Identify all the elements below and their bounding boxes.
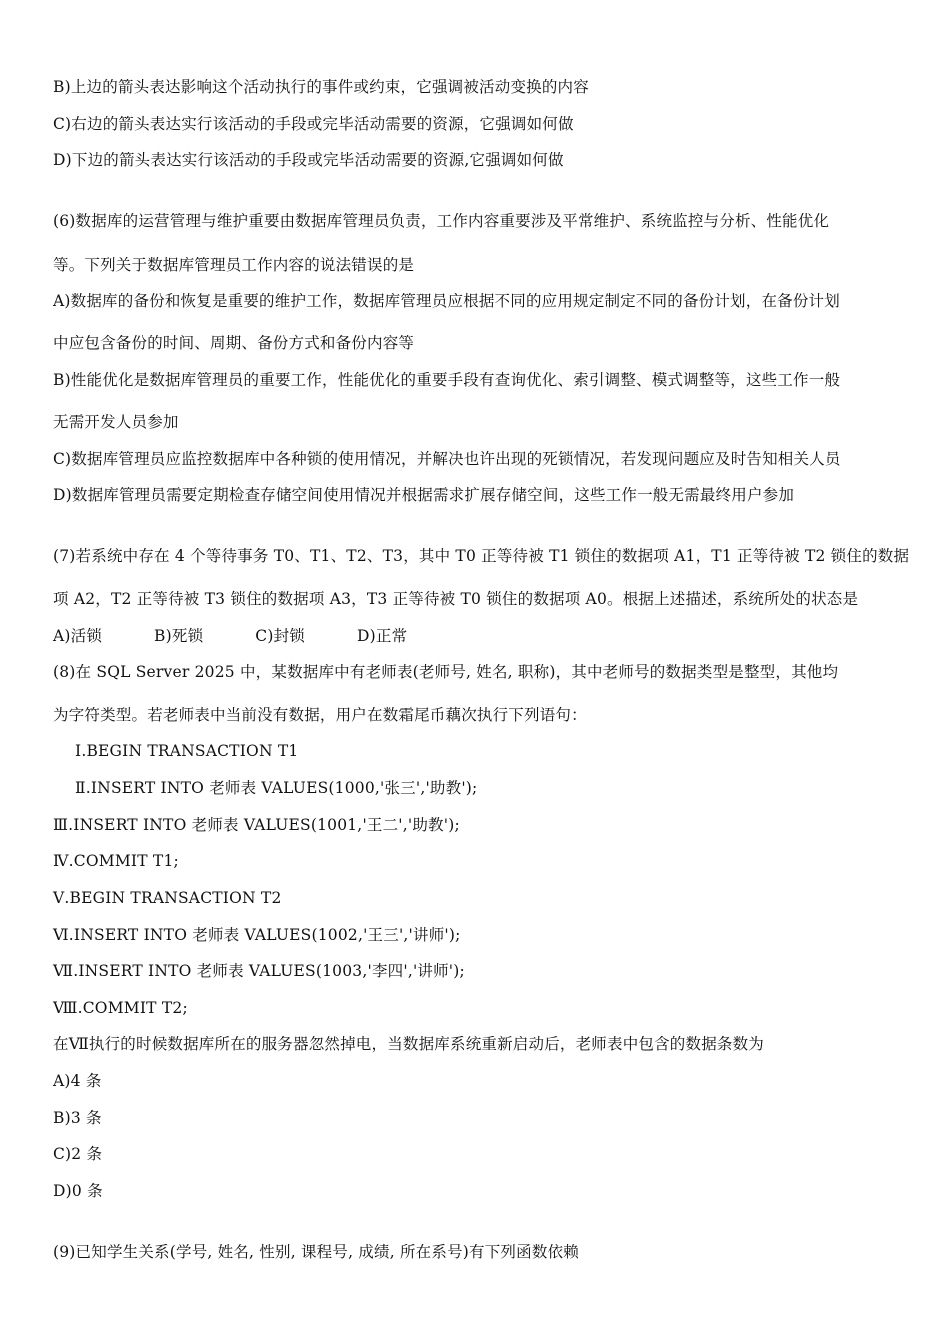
q6-option-a-line1: A)数据库的备份和恢复是重要的维护工作，数据库管理员应根据不同的应用规定制定不同的备份计划，在备份计划 xyxy=(53,292,840,310)
q8-statement-6: Ⅵ.INSERT INTO 老师表 VALUES(1002,'王三','讲师'); xyxy=(53,926,461,944)
q5-option-b: B)上边的箭头表达影响这个活动执行的事件或约束，它强调被活动变换的内容 xyxy=(53,78,589,96)
q6-option-a-line2: 中应包含备份的时间、周期、备份方式和备份内容等 xyxy=(53,334,415,352)
q6-option-b-line2: 无需开发人员参加 xyxy=(53,413,179,431)
q7-option-a: A)活锁 xyxy=(53,627,103,645)
q8-statement-4: Ⅳ.COMMIT T1; xyxy=(53,852,179,870)
q8-statement-2: Ⅱ.INSERT INTO 老师表 VALUES(1000,'张三','助教'); xyxy=(75,779,478,797)
q7-stem-line1: (7)若系统中存在 4 个等待事务 T0、T1、T2、T3，其中 T0 正等待被 T1 锁住的数据项 A1，T1 正等待被 T2 锁住的数据 xyxy=(53,547,910,565)
q8-option-d: D)0 条 xyxy=(53,1182,103,1200)
q8-stem-line1: (8)在 SQL Server 2025 中，某数据库中有老师表(老师号, 姓名, 职称)，其中老师号的数据类型是整型，其他均 xyxy=(53,663,839,681)
q7-stem-line2: 项 A2，T2 正等待被 T3 锁住的数据项 A3，T3 正等待被 T0 锁住的数据项 A0。根据上述描述，系统所处的状态是 xyxy=(53,590,859,608)
q8-option-a: A)4 条 xyxy=(53,1072,102,1090)
q8-statement-5: Ⅴ.BEGIN TRANSACTION T2 xyxy=(53,889,282,907)
q8-statement-1: Ⅰ.BEGIN TRANSACTION T1 xyxy=(75,742,299,760)
q7-options xyxy=(53,626,407,646)
q7-option-d: D)正常 xyxy=(357,627,408,645)
q5-option-c: C)右边的箭头表达实行该活动的手段或完毕活动需要的资源，它强调如何做 xyxy=(53,115,574,133)
q8-option-b: B)3 条 xyxy=(53,1109,102,1127)
q8-question: 在Ⅶ执行的时候数据库所在的服务器忽然掉电，当数据库系统重新启动后，老师表中包含的数据条数为 xyxy=(53,1035,765,1053)
q5-option-d: D)下边的箭头表达实行该活动的手段或完毕活动需要的资源,它强调如何做 xyxy=(53,151,564,169)
q8-statement-7: Ⅶ.INSERT INTO 老师表 VALUES(1003,'李四','讲师'); xyxy=(53,962,465,980)
q6-stem-line2: 等。下列关于数据库管理员工作内容的说法错误的是 xyxy=(53,256,415,274)
q6-option-d: D)数据库管理员需要定期检查存储空间使用情况并根据需求扩展存储空间，这些工作一般无需最终用户参加 xyxy=(53,486,795,504)
q6-stem-line1: (6)数据库的运营管理与维护重要由数据库管理员负责，工作内容重要涉及平常维护、系统监控与分析、性能优化 xyxy=(53,212,830,230)
q6-option-b-line1: B)性能优化是数据库管理员的重要工作，性能优化的重要手段有查询优化、索引调整、模式调整等，这些工作一般 xyxy=(53,371,841,389)
q8-option-c: C)2 条 xyxy=(53,1145,103,1163)
q7-option-c: C)封锁 xyxy=(255,627,306,645)
q8-statement-3: Ⅲ.INSERT INTO 老师表 VALUES(1001,'王二','助教'); xyxy=(53,816,460,834)
q8-statement-8: Ⅷ.COMMIT T2; xyxy=(53,999,188,1017)
q9-stem: (9)已知学生关系(学号, 姓名, 性别, 课程号, 成绩, 所在系号)有下列函数依赖 xyxy=(53,1243,579,1261)
q7-option-b: B)死锁 xyxy=(154,627,204,645)
q8-stem-line2: 为字符类型。若老师表中当前没有数据，用户在数霜尾币藕次执行下列语句： xyxy=(53,706,587,724)
q6-option-c: C)数据库管理员应监控数据库中各种锁的使用情况，并解决也许出现的死锁情况，若发现问题应及时告知相关人员 xyxy=(53,450,841,468)
